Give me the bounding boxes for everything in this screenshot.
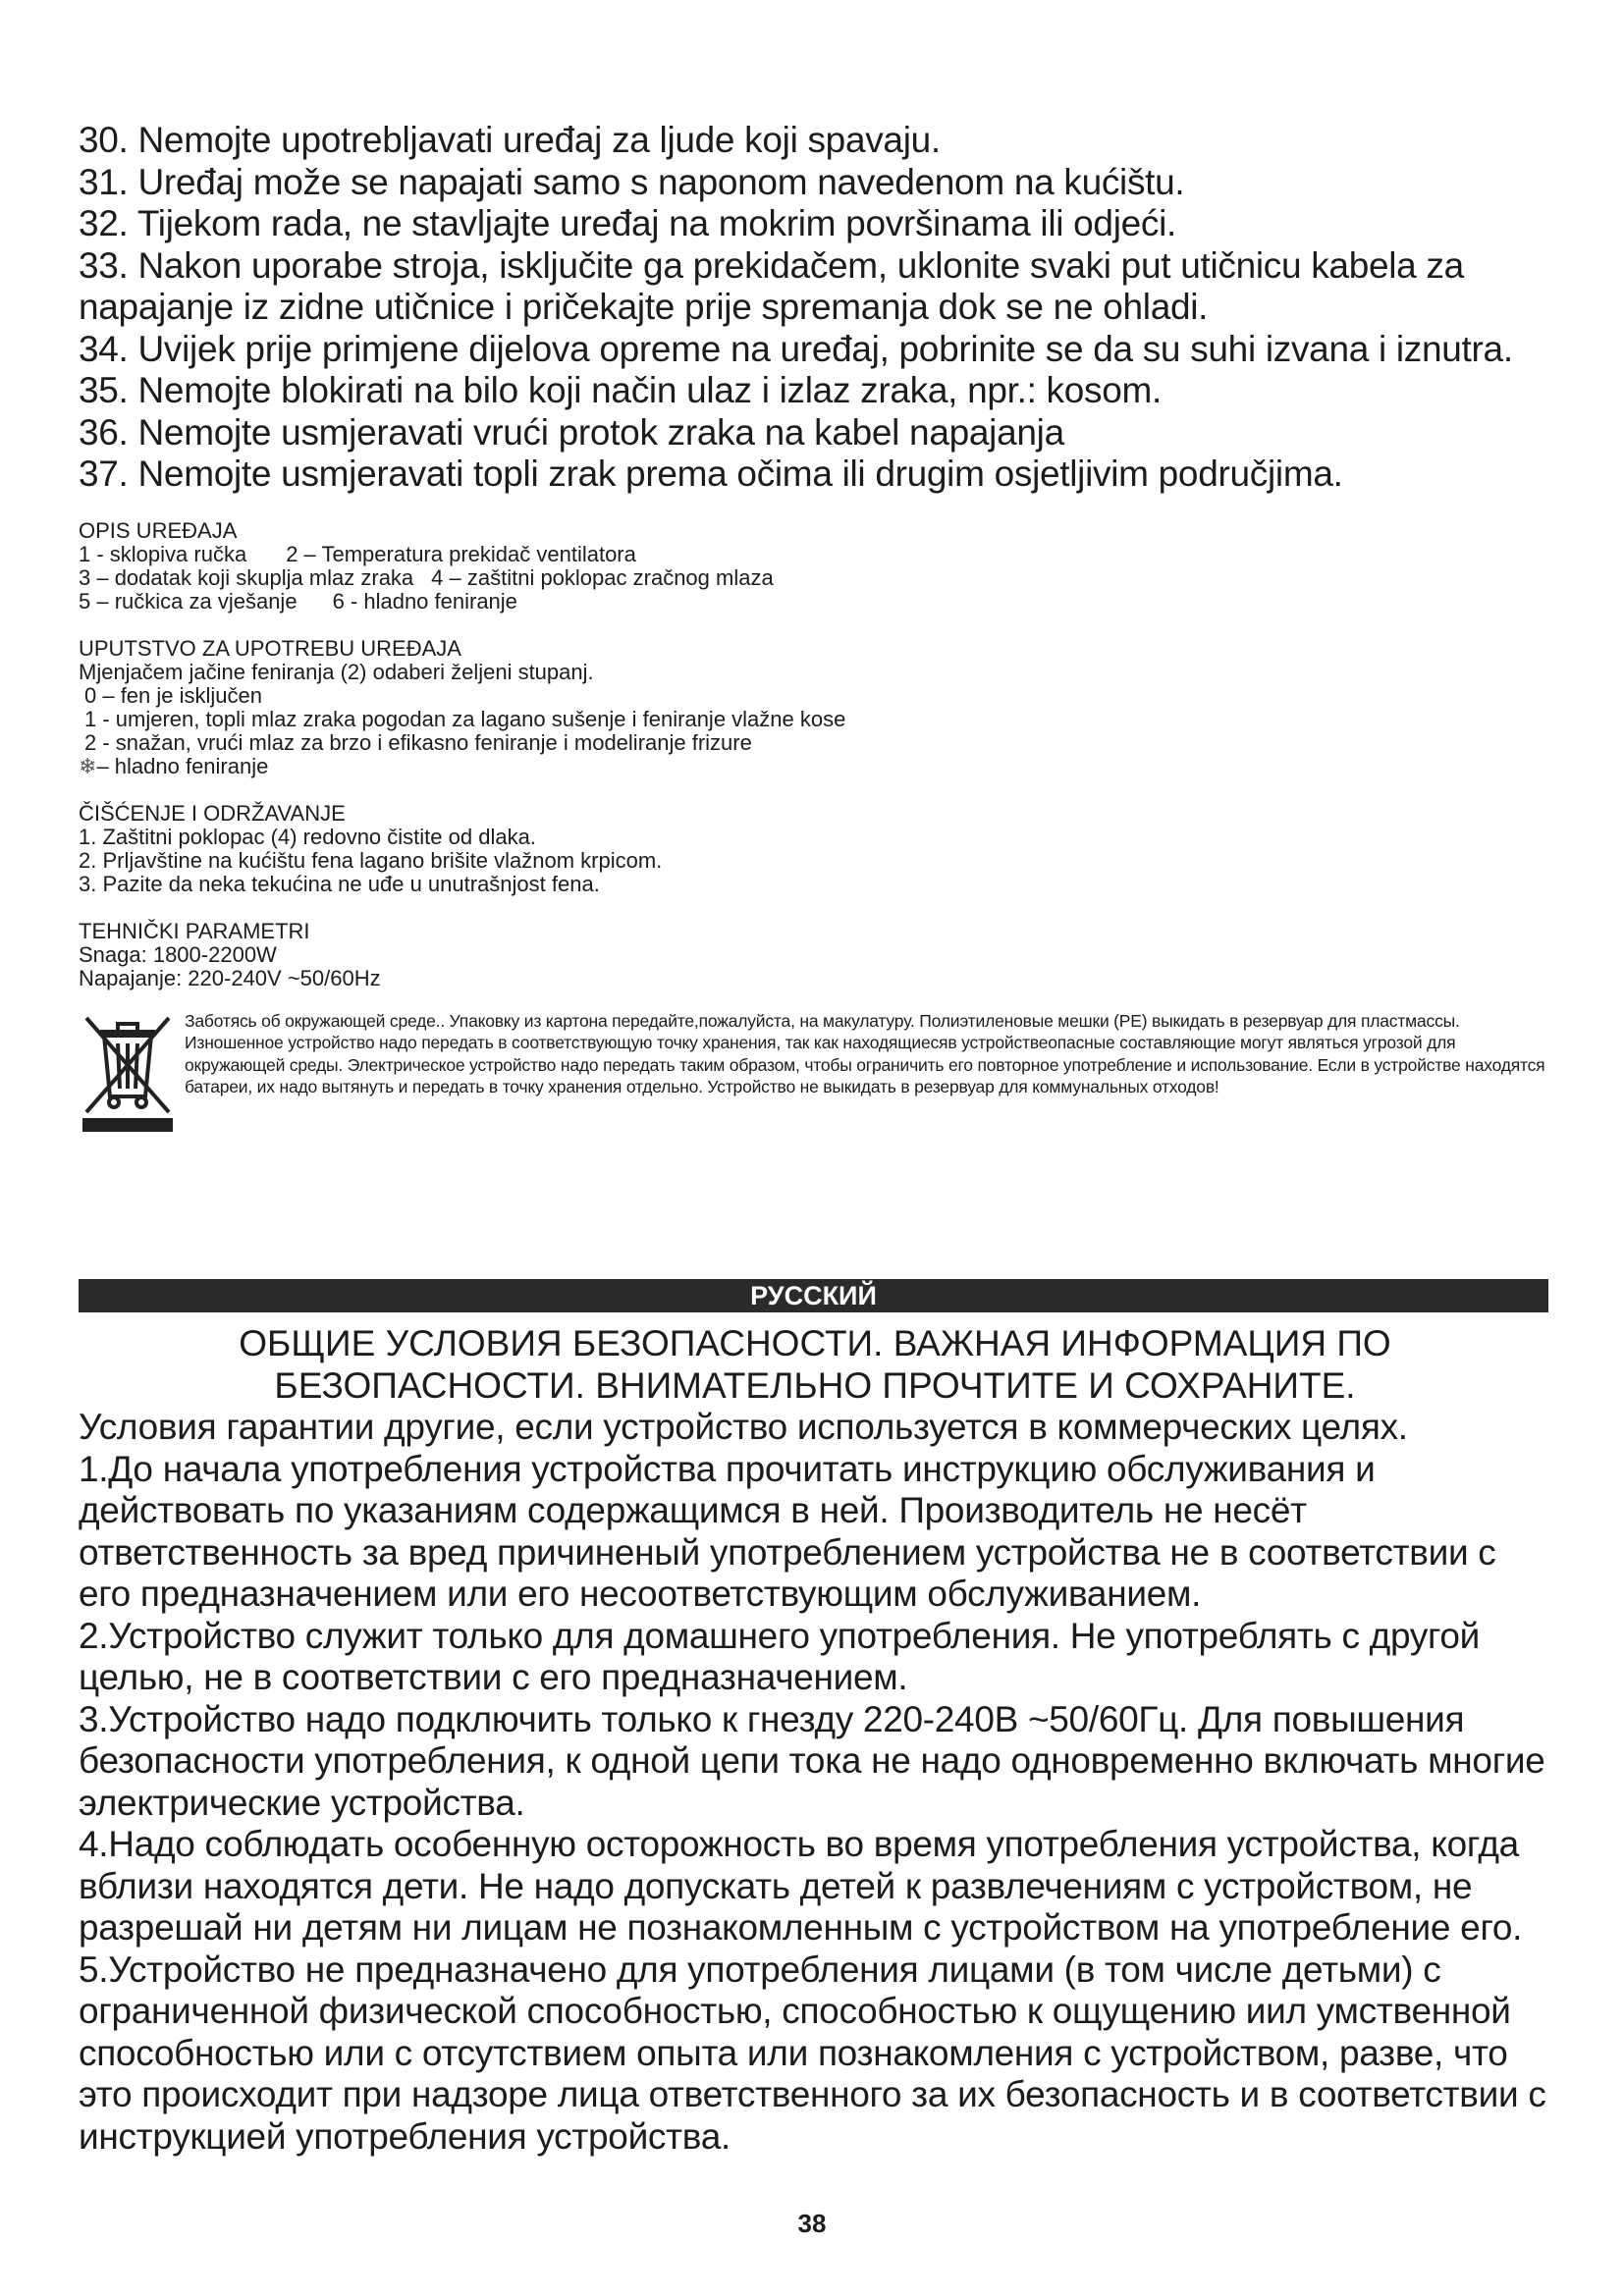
russian-paragraph-2: 2.Устройство служит только для домашнего употребления. Не употреблять с другой целью, не в соответствии с его предназначением. [79, 1615, 1481, 1697]
description-part-2: 2 – Temperatura prekidač ventilatora [286, 541, 636, 566]
technical-heading: TEHNIČKI PARAMETRI [79, 918, 310, 943]
russian-title-line-2: БЕЗОПАСНОСТИ. ВНИМАТЕЛЬНО ПРОЧТИТЕ И СОХРАНИТЕ. [274, 1364, 1356, 1406]
usage-heading: UPUTSTVO ZA UPOTREBU UREĐAJA [79, 635, 461, 661]
description-row [79, 566, 1551, 590]
safety-list [79, 120, 1551, 496]
russian-section [79, 1323, 1551, 2158]
description-part-3: 3 – dodatak koji skuplja mlaz zraka [79, 564, 414, 590]
safety-item-31: 31. Uređaj može se napajati samo s naponom navedenom na kućištu. [79, 161, 1185, 202]
crossed-out-bin-icon [79, 1010, 177, 1134]
safety-item-35: 35. Nemojte blokirati na bilo koji način ulaz i izlaz zraka, npr.: kosom. [79, 370, 1163, 410]
description-row [79, 543, 1551, 566]
cleaning-item-3: 3. Pazite da neka tekućina ne uđe u unutrašnjost fena. [79, 871, 600, 896]
cleaning-heading: ČIŠĆENJE I ODRŽAVANJE [79, 800, 346, 826]
russian-paragraph-5: 5.Устройство не предназначено для употребления лицами (в том числе детьми) с ограниченной физической способностью, способностью к ощущению иил умственной способностью или с отсутствием опыта или познакомления с устройством, разве, что это происходит при надзоре лица ответственного за их безопасность и в соответствии с инструкцией употребления устройства. [79, 1949, 1546, 2157]
safety-item-37: 37. Nemojte usmjeravati topli zrak prema očima ili drugim osjetljivim područjima. [79, 454, 1343, 494]
description-part-1: 1 - sklopiva ručka [79, 541, 247, 566]
language-bar: РУССКИЙ [79, 1279, 1548, 1312]
page-number: 38 [797, 2209, 827, 2238]
cleaning-maintenance [79, 802, 1551, 896]
cleaning-item-2: 2. Prljavštine na kućištu fena lagano brišite vlažnom krpicom. [79, 847, 663, 873]
technical-supply: Napajanje: 220-240V ~50/60Hz [79, 965, 381, 990]
safety-item-36: 36. Nemojte usmjeravati vrući protok zraka na kabel napajanja [79, 411, 1064, 453]
device-description [79, 519, 1551, 614]
description-part-4: 4 – zaštitni poklopac zračnog mlaza [431, 564, 774, 590]
usage-setting-cold [79, 755, 1551, 778]
snowflake-icon: ❄ [79, 753, 97, 778]
safety-item-32: 32. Tijekom rada, ne stavljajte uređaj na mokrim površinama ili odjeći. [79, 203, 1176, 243]
croatian-section [79, 120, 1551, 1138]
description-part-6: 6 - hladno feniranje [332, 588, 517, 614]
safety-item-33: 33. Nakon uporabe stroja, isključite ga prekidačem, uklonite svaki put utičnicu kabela za napajanje iz zidne utičnice i pričekajte prije spremanja dok se ne ohladi. [79, 244, 1464, 327]
russian-paragraph-4: 4.Надо соблюдать особенную осторожность во время употребления устройства, когда вблизи находятся дети. Не надо допускать детей к развлечениям с устройством, не разрешай ни детям ни лицам не познакомленным с устройством на употребление его. [79, 1824, 1523, 1948]
safety-item-30: 30. Nemojte upotrebljavati uređaj za ljude koji spavaju. [79, 120, 941, 160]
usage-setting-1: 1 - umjeren, topli mlaz zraka pogodan za lagano sušenje i feniranje vlažne kose [84, 706, 846, 731]
recycling-text: Заботясь об окружающей среде.. Упаковку из картона передайте,пожалуйста, на макулатуру. Полиэтиленовые мешки (PE) выкидать в резервуар для пластмассы. Изношенное устройство надо передать в соответствующую точку хранения, так как находящиесяв устройствеопасные составляющие могут являться угрозой для окружающей среды. Электрическое устройство надо передать таким образом, чтобы ограничить его повторное употребление и использование. Если в устройстве находятся батареи, их надо вытянуть и передать в точку хранения отдельно. Устройство не выкидать в резервуар для коммунальных отходов! [185, 1010, 1545, 1096]
usage-cold-label: – hladno feniranje [96, 753, 269, 778]
usage-instructions [79, 637, 1551, 778]
russian-warranty-note: Условия гарантии другие, если устройство используется в коммерческих целях. [79, 1407, 1408, 1447]
russian-paragraph-1: 1.До начала употребления устройства прочитать инструкцию обслуживания и действовать по указаниям содержащимся в ней. Производитель не несёт ответственность за вред причиненый употреблением устройства не в соответствии с его предназначением или его несоответствующим обслуживанием. [79, 1448, 1496, 1614]
recycling-notice [79, 1010, 1551, 1138]
technical-power: Snaga: 1800-2200W [79, 941, 277, 967]
russian-title-line-1: ОБЩИЕ УСЛОВИЯ БЕЗОПАСНОСТИ. ВАЖНАЯ ИНФОРМАЦИЯ ПО [239, 1323, 1391, 1363]
usage-setting-0: 0 – fen je isključen [84, 682, 262, 708]
description-heading: OPIS UREĐAJA [79, 517, 238, 543]
description-part-5: 5 – ručkica za vješanje [79, 588, 298, 614]
cleaning-item-1: 1. Zaštitni poklopac (4) redovno čistite od dlaka. [79, 824, 536, 849]
russian-paragraph-3: 3.Устройство надо подключить только к гнезду 220-240В ~50/60Гц. Для повышения безопасности употребления, к одной цепи тока не надо одновременно включать многие электрические устройства. [79, 1698, 1545, 1823]
description-row [79, 590, 1551, 614]
technical-parameters [79, 920, 1551, 990]
usage-intro: Mjenjačem jačine feniranja (2) odaberi željeni stupanj. [79, 659, 594, 684]
usage-setting-2: 2 - snažan, vrući mlaz za brzo i efikasno feniranje i modeliranje frizure [84, 729, 752, 755]
safety-item-34: 34. Uvijek prije primjene dijelova opreme na uređaj, pobrinite se da su suhi izvana i iznutra. [79, 328, 1513, 369]
